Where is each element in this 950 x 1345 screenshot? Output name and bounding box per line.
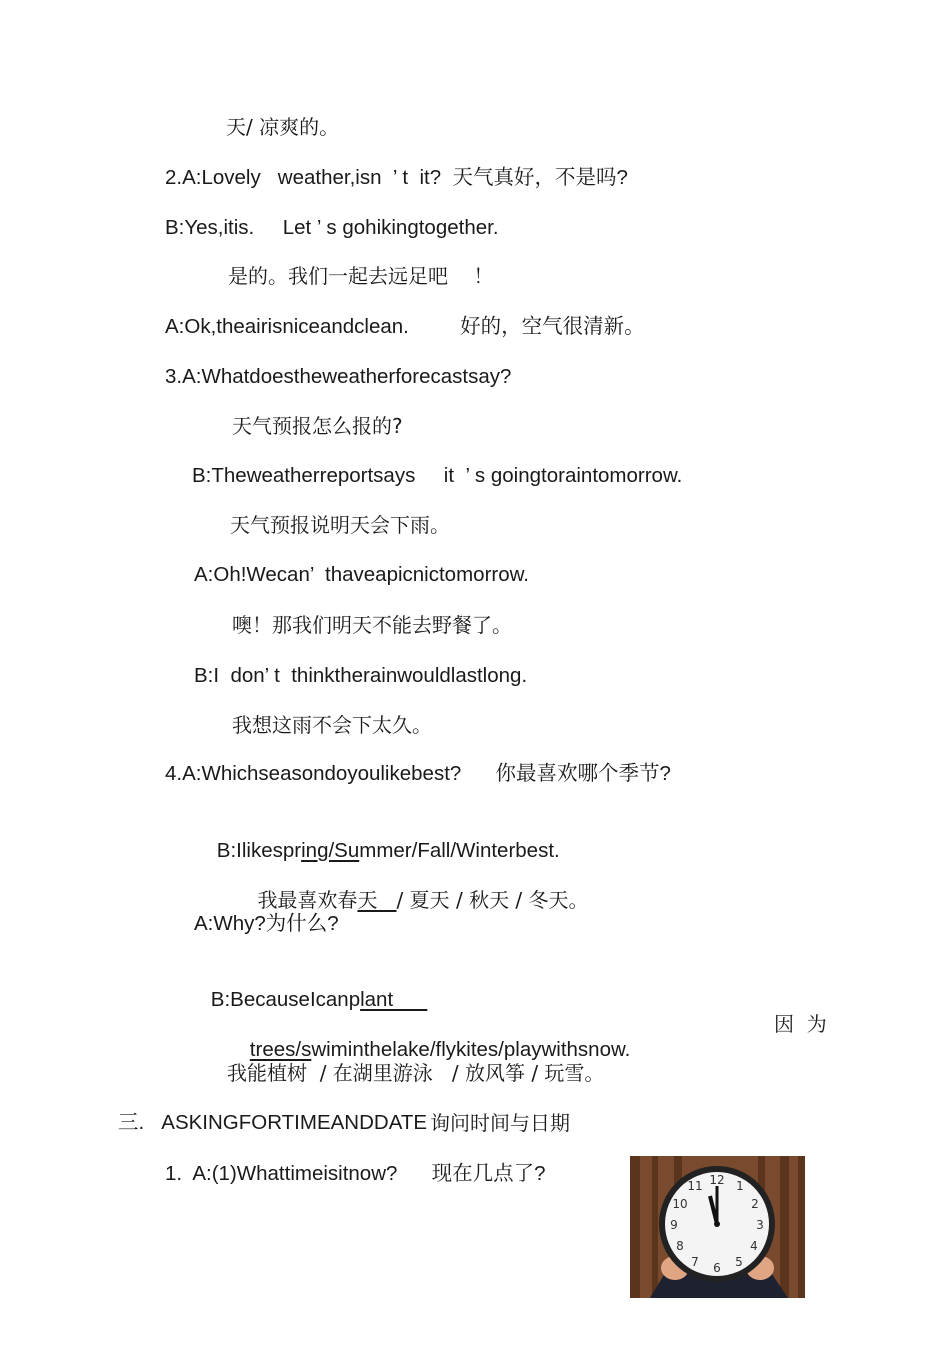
- underlined-segment: 天: [357, 888, 397, 912]
- text-segment: B:Ilikespr: [216, 839, 302, 862]
- svg-text:5: 5: [735, 1255, 743, 1269]
- text-line: 我想这雨不会下太久。: [232, 713, 432, 737]
- text-line: 天气预报怎么报的?: [232, 414, 403, 438]
- svg-text:1: 1: [736, 1179, 744, 1193]
- text-line: 2.A:Lovely weather,isn ’ t it? 天气真好，不是吗?: [165, 166, 628, 189]
- text-line: 4.A:Whichseasondoyoulikebest? 你最喜欢哪个季节?: [165, 762, 671, 785]
- text-segment: B:BecauseIcanp: [210, 988, 361, 1011]
- svg-text:12: 12: [709, 1173, 725, 1187]
- section-heading: 三. ASKINGFORTIMEANDDATE: [118, 1111, 428, 1134]
- underlined-segment: trees/s: [249, 1038, 312, 1061]
- text-segment: / 夏天 / 秋天 / 冬天。: [396, 888, 589, 912]
- underlined-segment: lant: [360, 988, 428, 1011]
- svg-text:11: 11: [687, 1179, 703, 1193]
- text-line: 天/ 凉爽的。: [226, 115, 340, 139]
- svg-text:9: 9: [670, 1218, 678, 1232]
- text-line: A:Why?为什么?: [194, 912, 339, 935]
- svg-text:10: 10: [672, 1197, 688, 1211]
- text-line: 是的。我们一起去远足吧 ！: [228, 264, 494, 288]
- svg-text:2: 2: [751, 1197, 759, 1211]
- underlined-segment: ing/Su: [301, 839, 360, 862]
- svg-text:4: 4: [750, 1239, 758, 1253]
- text-line: B:Yes,itis. Let ’ s gohikingtogether.: [165, 216, 499, 239]
- text-line: 我能植树 / 在湖里游泳 / 放风筝 / 玩雪。: [227, 1061, 605, 1085]
- text-line: 因 为: [774, 1012, 827, 1036]
- svg-text:6: 6: [713, 1261, 721, 1275]
- text-segment: wiminthelake/flykites/playwithsnow.: [311, 1038, 631, 1061]
- text-segment: mmer/Fall/Winterbest.: [359, 839, 560, 862]
- text-line: B:Theweatherreportsays it ’ s goingtoraintomorrow.: [192, 464, 683, 487]
- svg-text:3: 3: [756, 1218, 764, 1232]
- svg-text:8: 8: [676, 1239, 684, 1253]
- text-line: A:Ok,theairisniceandclean. 好的，空气很清新。: [165, 315, 645, 338]
- text-line: 噢！那我们明天不能去野餐了。: [232, 613, 512, 637]
- text-line: 1. A:(1)Whattimeisitnow? 现在几点了?: [165, 1162, 546, 1185]
- text-line: 天气预报说明天会下雨。: [230, 513, 450, 537]
- section-heading-cn: 询问时间与日期: [430, 1111, 570, 1135]
- text-segment: 我最喜欢春: [257, 888, 358, 912]
- svg-text:7: 7: [691, 1255, 699, 1269]
- clock-illustration: [630, 1156, 805, 1298]
- text-line: B:I don’ t thinktherainwouldlastlong.: [194, 664, 528, 687]
- text-line: 3.A:Whatdoestheweatherforecastsay?: [165, 365, 512, 388]
- text-line: A:Oh!Wecan’ thaveapicnictomorrow.: [194, 563, 529, 586]
- clock-photo: [630, 1156, 805, 1298]
